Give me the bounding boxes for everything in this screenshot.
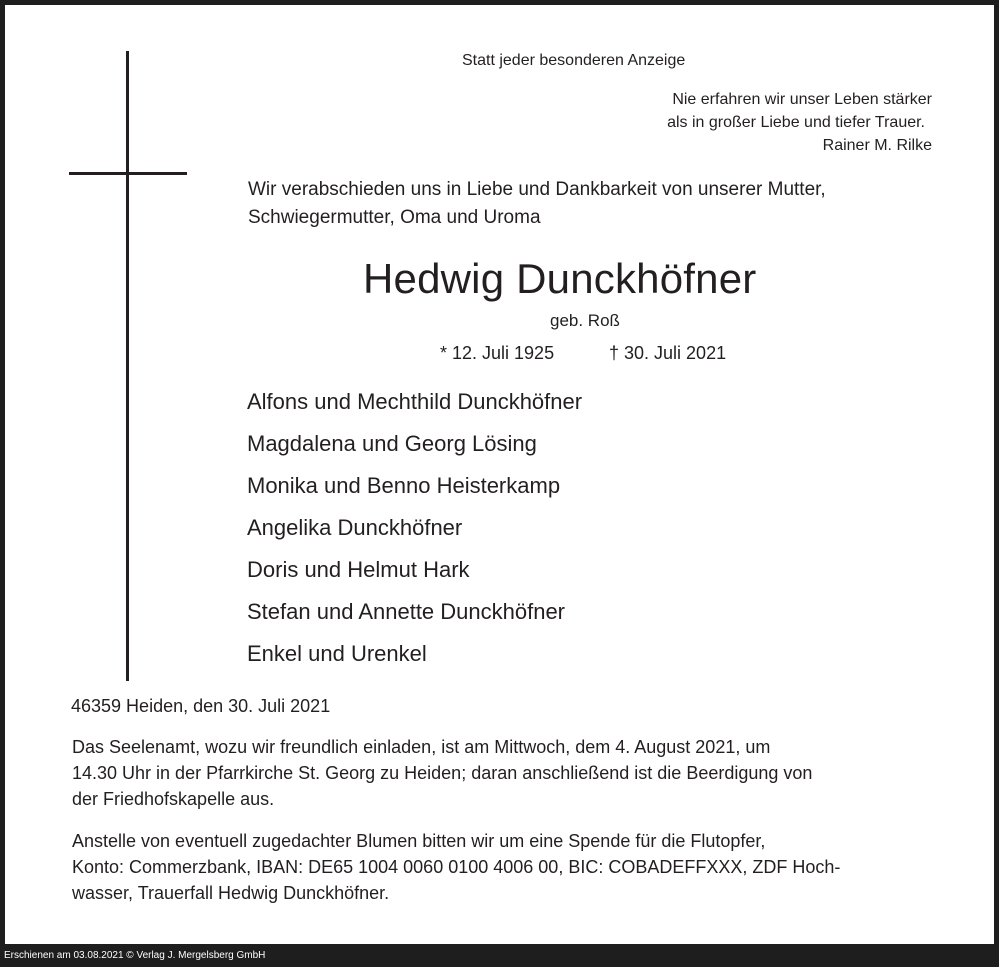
mourner-4: Angelika Dunckhöfner	[247, 515, 463, 540]
mourner-6: Stefan und Annette Dunckhöfner	[247, 599, 566, 624]
mourner-5: Doris und Helmut Hark	[247, 557, 470, 582]
mourner-1: Alfons und Mechthild Dunckhöfner	[247, 389, 583, 414]
donation-line-3: wasser, Trauerfall Hedwig Dunckhöfner.	[72, 883, 390, 903]
cross-horizontal-bar	[69, 172, 187, 175]
obituary-notice	[5, 5, 994, 944]
quote-author: Rainer M. Rilke	[822, 137, 932, 154]
death-date: † 30. Juli 2021	[609, 343, 727, 363]
intro-line: Statt jeder besonderen Anzeige	[462, 52, 686, 69]
cross-vertical-bar	[126, 51, 129, 681]
quote-line-2: als in großer Liebe und tiefer Trauer.	[667, 114, 925, 131]
mourner-7: Enkel und Urenkel	[247, 641, 427, 666]
service-line-1: Das Seelenamt, wozu wir freundlich einladen, ist am Mittwoch, dem 4. August 2021, um	[72, 737, 771, 757]
place-date: 46359 Heiden, den 30. Juli 2021	[71, 696, 331, 716]
service-line-3: der Friedhofskapelle aus.	[72, 789, 275, 809]
donation-line-1: Anstelle von eventuell zugedachter Blumen bitten wir um eine Spende für die Flutopfer,	[72, 831, 766, 851]
quote-line-1: Nie erfahren wir unser Leben stärker	[672, 91, 932, 108]
mourner-3: Monika und Benno Heisterkamp	[247, 473, 561, 498]
farewell-line-2: Schwiegermutter, Oma und Uroma	[248, 207, 541, 228]
farewell-line-1: Wir verabschieden uns in Liebe und Dankbarkeit von unserer Mutter,	[248, 179, 826, 200]
deceased-name: Hedwig Dunckhöfner	[363, 255, 757, 302]
maiden-name: geb. Roß	[550, 311, 620, 330]
birth-date: * 12. Juli 1925	[440, 343, 555, 363]
donation-line-2: Konto: Commerzbank, IBAN: DE65 1004 0060 0100 4006 00, BIC: COBADEFFXXX, ZDF Hoch-	[72, 857, 841, 877]
service-line-2: 14.30 Uhr in der Pfarrkirche St. Georg zu Heiden; daran anschließend ist die Beerdigung von	[72, 763, 813, 783]
mourner-2: Magdalena und Georg Lösing	[247, 431, 537, 456]
publication-footer: Erschienen am 03.08.2021 © Verlag J. Mergelsberg GmbH	[4, 950, 266, 961]
